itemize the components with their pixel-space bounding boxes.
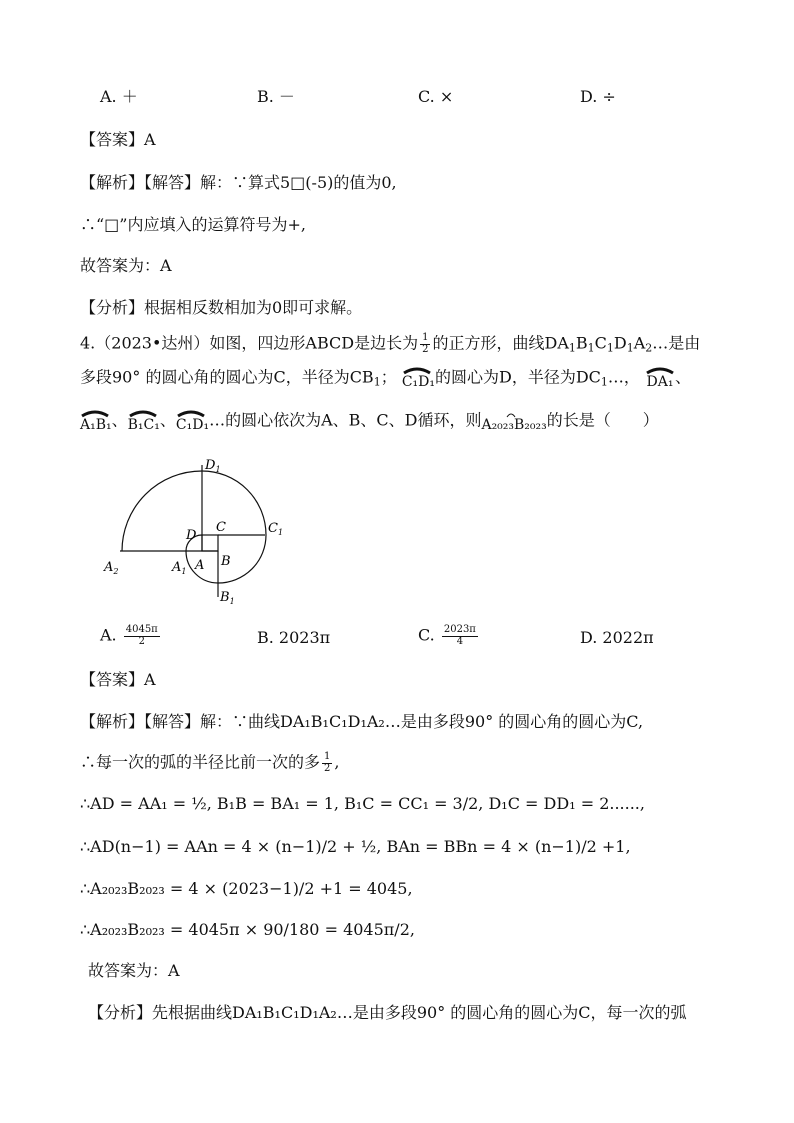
q4-stem-line2: 多段90° 的圆心角的圆心为C，半径为$CB_1$； C₁D₁ 的圆心为D，半径为$DC_1\dots$， DA₁ 、 xyxy=(80,367,692,390)
label-b: B xyxy=(221,554,231,569)
arc-b1c1: B₁C₁ xyxy=(128,410,160,432)
label-d: D xyxy=(186,528,197,543)
q4-solution-line4: ∴AD(n−1) = AAn = 4 × (n−1)/2 + ½, BAn = BBn = 4 × (n−1)/2 +1, xyxy=(80,837,631,856)
arc-c1d1: C₁D₁ xyxy=(402,367,435,389)
arc-da1: DA₁ xyxy=(645,367,675,389)
arc-c1-d1 xyxy=(202,471,266,535)
q4-final: 故答案为：A xyxy=(88,961,180,980)
label-c1: $C_1$ xyxy=(268,521,284,537)
analysis-q3-line3: 故答案为：A xyxy=(80,256,172,275)
analysis-q3-line2: ∴“□”内应填入的运算符号为+, xyxy=(80,215,306,234)
q4-solution-line3: ∴AD = AA₁ = ½, B₁B = BA₁ = 1, B₁C = CC₁ = 3/2, D₁C = DD₁ = 2......, xyxy=(80,794,645,813)
arc-a2023b2023: A₂₀₂₃B₂₀₂₃ xyxy=(481,410,546,432)
option-c: C. × xyxy=(418,87,454,106)
label-c: C xyxy=(216,520,226,535)
analysis-q3-note: 【分析】根据相反数相加为0即可求解。 xyxy=(80,298,363,317)
q4-option-a: A. $\frac{4045\pi}{2}$ xyxy=(100,624,158,647)
q4-option-d: D. 2022π xyxy=(580,628,654,647)
label-a1: $A_1$ xyxy=(172,560,187,576)
fraction-half: $\frac{1}{2}$ xyxy=(422,332,429,355)
label-b1: $B_1$ xyxy=(220,590,235,605)
q4-solution-line2: ∴每一次的弧的半径比前一次的多 $\frac{1}{2}$ , xyxy=(80,751,340,774)
q4-solution-line5: ∴A₂₀₂₃B₂₀₂₃ = 4 × (2023−1)/2 +1 = 4045, xyxy=(80,879,413,898)
q4-solution-line6: ∴A₂₀₂₃B₂₀₂₃ = 4045π × 90/180 = 4045π/2, xyxy=(80,920,415,939)
answer-q4: 【答案】A xyxy=(80,670,156,689)
option-b: B. － xyxy=(257,87,295,106)
q4-solution-line1: 【解析】【解答】解：∵曲线DA₁B₁C₁D₁A₂…是由多段90° 的圆心角的圆心为C, xyxy=(80,712,644,731)
square-abcd xyxy=(202,535,218,551)
option-d: D. ÷ xyxy=(580,87,616,106)
arc-a1b1: A₁B₁ xyxy=(80,410,112,432)
option-a: A. ＋ xyxy=(100,87,138,106)
q4-stem-line3: A₁B₁ 、 B₁C₁ 、 C₁D₁ …的圆心依次为A、B、C、D循环，则 A₂₀₂₃B₂₀₂₃ 的长是（ ） xyxy=(80,410,659,433)
q4-option-b: B. 2023π xyxy=(257,628,331,647)
q4-option-c: C. $\frac{2023\pi}{4}$ xyxy=(418,624,476,647)
arc-c1d1-2: C₁D₁ xyxy=(176,410,209,432)
q4-note: 【分析】先根据曲线DA₁B₁C₁D₁A₂…是由多段90° 的圆心角的圆心为C，每一次的弧 xyxy=(88,1003,687,1022)
label-a: A xyxy=(195,558,205,573)
label-d1: $D_1$ xyxy=(205,458,221,474)
q4-stem-line1: 4.（2023•达州）如图，四边形ABCD是边长为 $\frac{1}{2}$ 的正方形，曲线$DA_1B_1C_1D_1A_2\dots$是由 xyxy=(80,332,701,355)
spiral-figure xyxy=(100,455,300,605)
answer-q3: 【答案】A xyxy=(80,130,156,149)
label-a2: $A_2$ xyxy=(104,560,119,576)
analysis-q3-line1: 【解析】【解答】解：∵算式5□(-5)的值为0, xyxy=(80,173,397,192)
